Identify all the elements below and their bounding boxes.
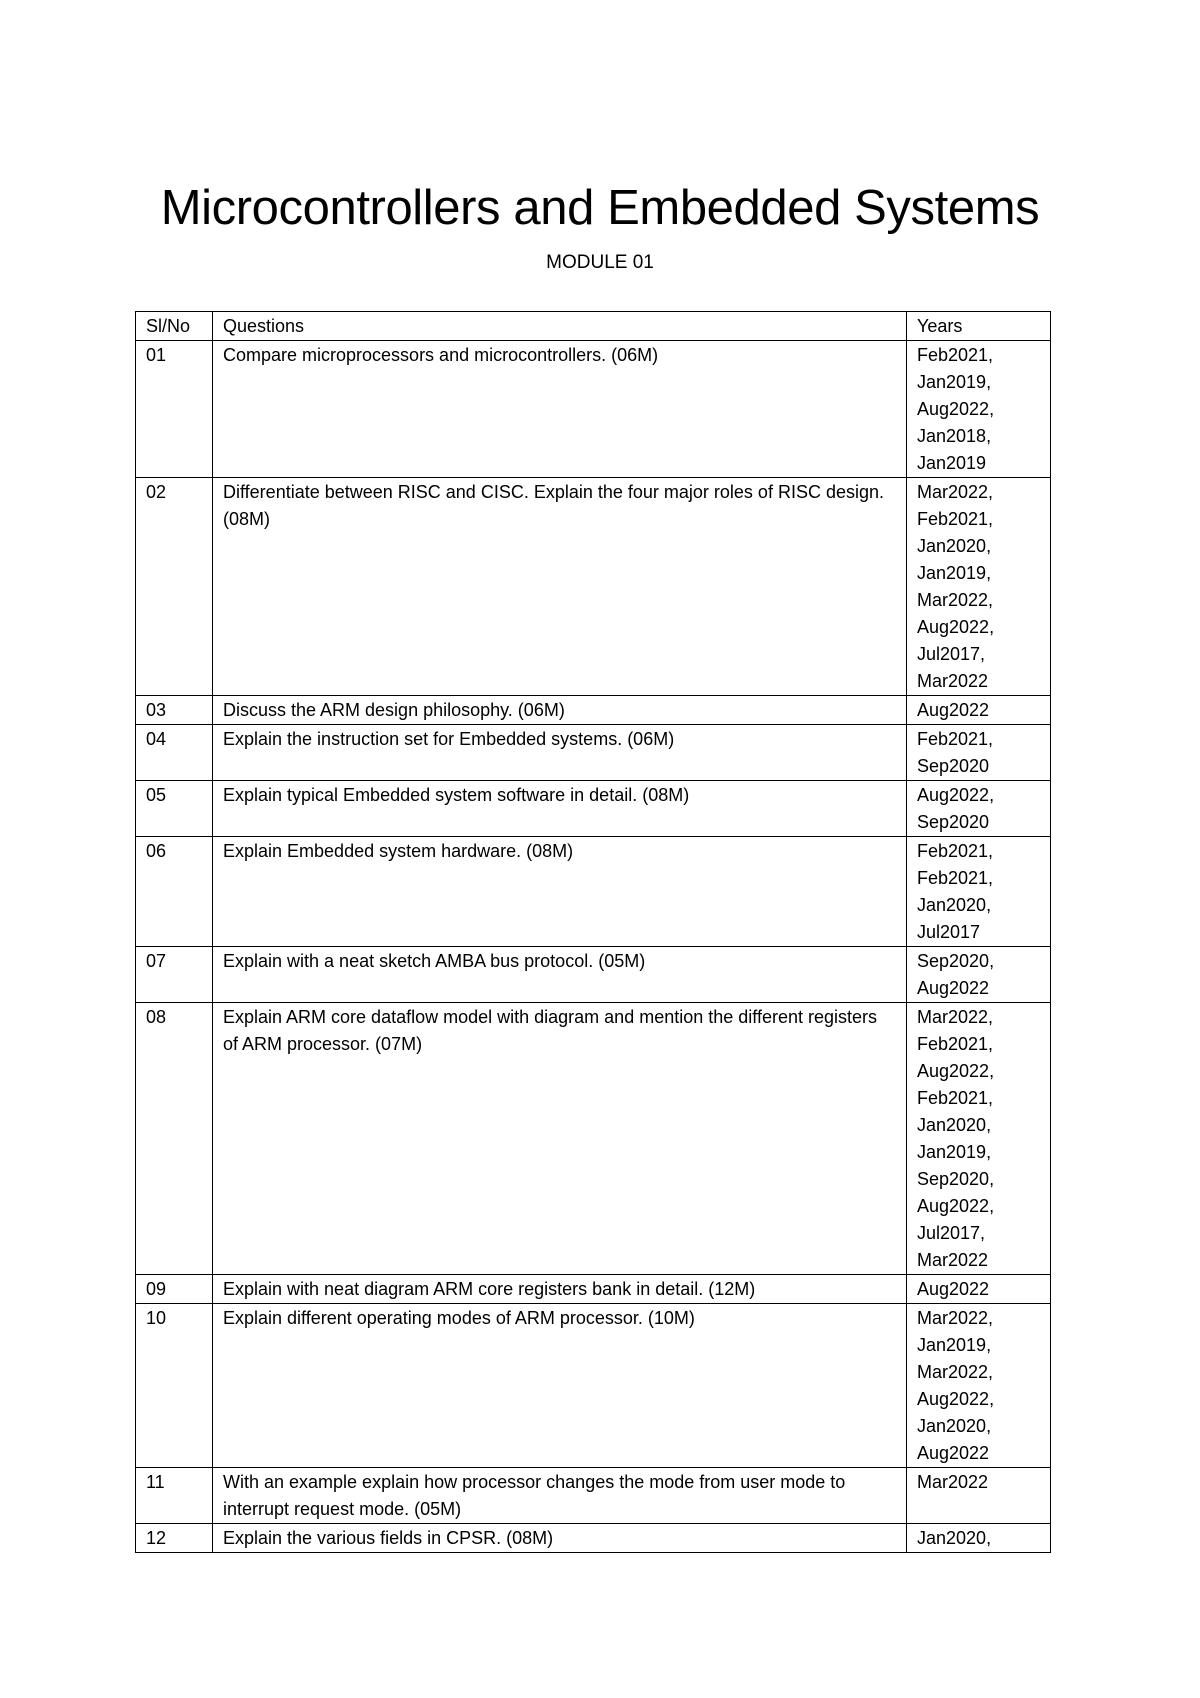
table-body [136,341,1051,1553]
year-entry: Jan2020, [917,1115,992,1135]
years-list [917,342,1040,477]
table-row [136,725,1051,781]
year-entry: Jan2020, [917,1416,992,1436]
year-entry: Mar2022 [917,1472,989,1492]
row-number: 08 [136,1003,213,1275]
row-number: 02 [136,478,213,696]
year-entry: Mar2022, [917,1362,994,1382]
years-cell [907,696,1051,725]
table-row [136,696,1051,725]
year-entry: Jan2018, [917,426,992,446]
row-number: 06 [136,837,213,947]
years-list [917,1469,1040,1496]
question-text: Explain the various fields in CPSR. (08M) [213,1524,907,1553]
year-entry: Feb2021, [917,509,994,529]
years-list [917,479,1040,695]
questions-table [135,311,1051,1553]
row-number: 12 [136,1524,213,1553]
years-cell [907,837,1051,947]
table-row [136,1468,1051,1524]
question-text: Differentiate between RISC and CISC. Explain the four major roles of RISC design. (08M) [213,478,907,696]
table-row [136,1304,1051,1468]
year-entry: Aug2022, [917,617,995,637]
table-row [136,781,1051,837]
question-text: Explain Embedded system hardware. (08M) [213,837,907,947]
question-text: With an example explain how processor changes the mode from user mode to interrupt request mode. (05M) [213,1468,907,1524]
question-text: Explain the instruction set for Embedded systems. (06M) [213,725,907,781]
header-years: Years [907,312,1051,341]
question-text: Explain with neat diagram ARM core registers bank in detail. (12M) [213,1275,907,1304]
year-entry: Jan2020, [917,895,992,915]
year-entry: Sep2020, [917,951,995,971]
table-row [136,1524,1051,1553]
table-row [136,341,1051,478]
years-cell [907,1304,1051,1468]
year-entry: Mar2022, [917,590,994,610]
years-cell [907,725,1051,781]
years-list [917,726,1040,780]
year-entry: Mar2022, [917,1007,994,1027]
year-entry: Aug2022, [917,399,995,419]
year-entry: Jan2019, [917,563,992,583]
years-list [917,1305,1040,1467]
years-cell [907,341,1051,478]
year-entry: Mar2022 [917,1250,989,1270]
year-entry: Jan2020, [917,536,992,556]
years-list [917,1004,1040,1274]
row-number: 07 [136,947,213,1003]
year-entry: Jul2017 [917,922,981,942]
year-entry: Sep2020 [917,812,990,832]
row-number: 11 [136,1468,213,1524]
year-entry: Aug2022 [917,1443,990,1463]
year-entry: Aug2022, [917,1389,995,1409]
table-row [136,1003,1051,1275]
question-text: Discuss the ARM design philosophy. (06M) [213,696,907,725]
year-entry: Mar2022 [917,671,989,691]
year-entry: Jan2020, [917,1528,992,1548]
document-title: Microcontrollers and Embedded Systems [160,181,1040,235]
question-text: Explain typical Embedded system software in detail. (08M) [213,781,907,837]
year-entry: Feb2021, [917,841,994,861]
table-row [136,478,1051,696]
years-cell [907,1003,1051,1275]
years-cell [907,947,1051,1003]
year-entry: Aug2022 [917,700,990,720]
row-number: 10 [136,1304,213,1468]
year-entry: Mar2022, [917,1308,994,1328]
row-number: 05 [136,781,213,837]
years-cell [907,1468,1051,1524]
year-entry: Aug2022, [917,1196,995,1216]
years-list [917,697,1040,724]
years-list [917,838,1040,946]
year-entry: Aug2022 [917,1279,990,1299]
table-row [136,1275,1051,1304]
year-entry: Jan2019 [917,453,987,473]
years-cell [907,781,1051,837]
year-entry: Feb2021, [917,868,994,888]
year-entry: Jul2017, [917,1223,986,1243]
year-entry: Aug2022, [917,1061,995,1081]
year-entry: Jan2019, [917,372,992,392]
years-cell [907,1275,1051,1304]
years-cell [907,1524,1051,1553]
row-number: 03 [136,696,213,725]
row-number: 04 [136,725,213,781]
year-entry: Feb2021, [917,1088,994,1108]
year-entry: Jan2019, [917,1142,992,1162]
year-entry: Jan2019, [917,1335,992,1355]
table-row [136,837,1051,947]
year-entry: Mar2022, [917,482,994,502]
year-entry: Feb2021, [917,345,994,365]
table-header-row [136,312,1051,341]
years-list [917,1276,1040,1303]
question-text: Compare microprocessors and microcontrollers. (06M) [213,341,907,478]
year-entry: Jul2017, [917,644,986,664]
question-text: Explain with a neat sketch AMBA bus protocol. (05M) [213,947,907,1003]
question-text: Explain ARM core dataflow model with diagram and mention the different registers of ARM processor. (07M) [213,1003,907,1275]
year-entry: Aug2022 [917,978,990,998]
year-entry: Sep2020, [917,1169,995,1189]
years-list [917,948,1040,1002]
year-entry: Feb2021, [917,729,994,749]
years-list [917,782,1040,836]
question-text: Explain different operating modes of ARM processor. (10M) [213,1304,907,1468]
years-cell [907,478,1051,696]
year-entry: Sep2020 [917,756,990,776]
year-entry: Aug2022, [917,785,995,805]
row-number: 09 [136,1275,213,1304]
header-sl-no: Sl/No [136,312,213,341]
header-questions: Questions [213,312,907,341]
year-entry: Feb2021, [917,1034,994,1054]
row-number: 01 [136,341,213,478]
years-list [917,1525,1040,1552]
module-subtitle: MODULE 01 [546,252,654,273]
table-row [136,947,1051,1003]
